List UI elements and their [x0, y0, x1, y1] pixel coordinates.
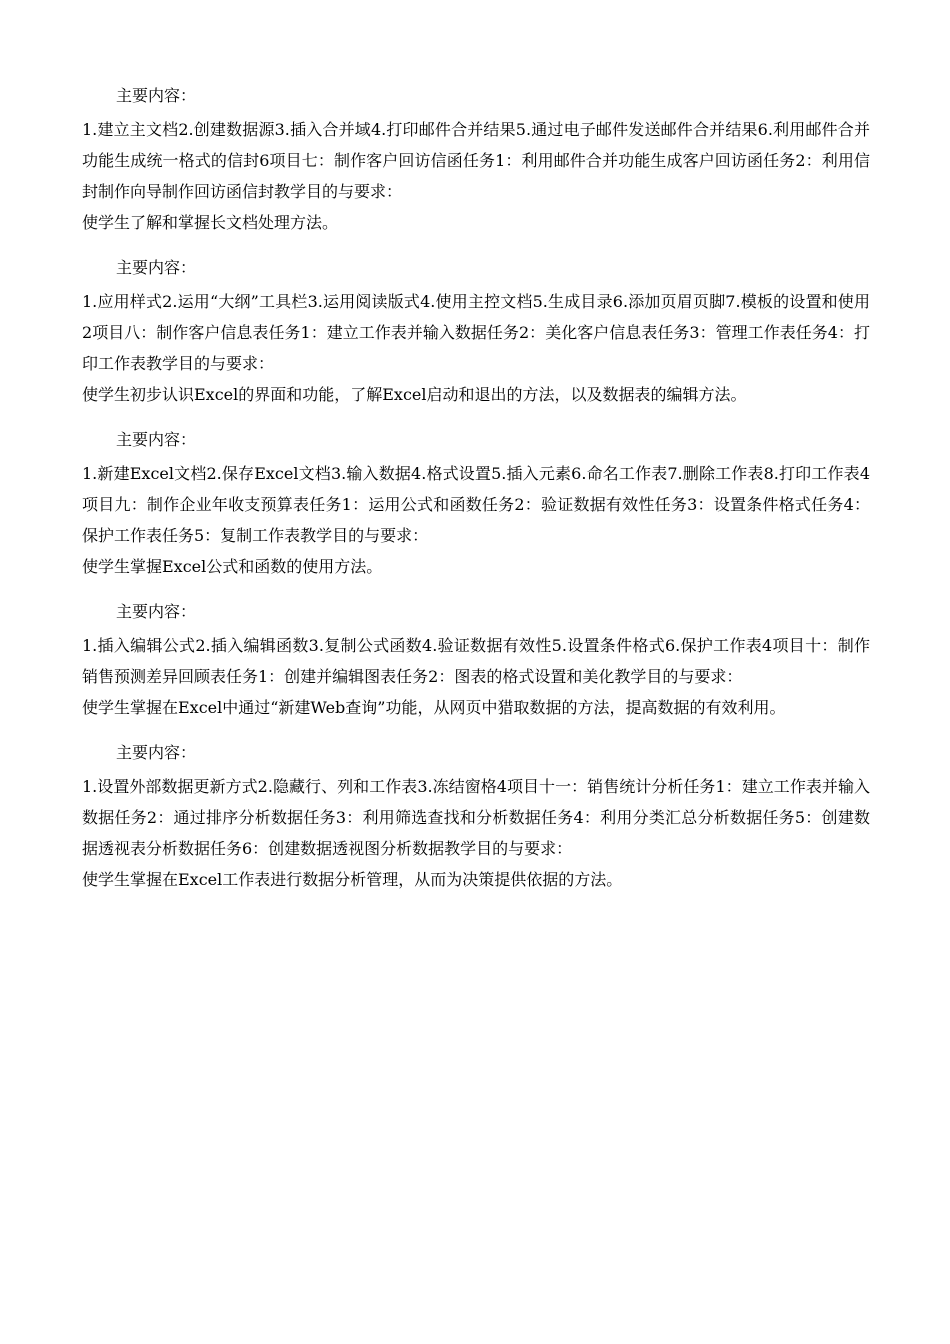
section-1 [82, 78, 870, 238]
section-heading: 主要内容： [116, 602, 197, 621]
section-content: 1.设置外部数据更新方式2.隐藏行、列和工作表3.冻结窗格4项目十一：销售统计分析任务1：建立工作表并输入数据任务2：通过排序分析数据任务3：利用筛选查找和分析数据任务4：利用分类汇总分析数据任务5：创建数据透视表分析数据任务6：创建数据透视图分析数据教学目的与要求： [82, 777, 870, 858]
section-content: 1.插入编辑公式2.插入编辑函数3.复制公式函数4.验证数据有效性5.设置条件格式6.保护工作表4项目十：制作销售预测差异回顾表任务1：创建并编辑图表任务2：图表的格式设置和美化教学目的与要求： [82, 636, 870, 686]
section-heading: 主要内容： [116, 430, 197, 449]
section-heading: 主要内容： [116, 86, 197, 105]
section-content: 1.建立主文档2.创建数据源3.插入合并域4.打印邮件合并结果5.通过电子邮件发送邮件合并结果6.利用邮件合并功能生成统一格式的信封6项目七：制作客户回访信函任务1：利用邮件合并功能生成客户回访函任务2：利用信封制作向导制作回访函信封教学目的与要求： [82, 120, 870, 201]
section-objective: 使学生掌握Excel公式和函数的使用方法。 [82, 557, 383, 576]
section-3 [82, 422, 870, 582]
section-heading: 主要内容： [116, 258, 197, 277]
section-objective: 使学生初步认识Excel的界面和功能，了解Excel启动和退出的方法，以及数据表的编辑方法。 [82, 385, 747, 404]
section-content: 1.应用样式2.运用“大纲”工具栏3.运用阅读版式4.使用主控文档5.生成目录6.添加页眉页脚7.模板的设置和使用2项目八：制作客户信息表任务1：建立工作表并输入数据任务2：美化客户信息表任务3：管理工作表任务4：打印工作表教学目的与要求： [82, 292, 870, 373]
section-heading: 主要内容： [116, 743, 197, 762]
section-4 [82, 594, 870, 723]
section-objective: 使学生了解和掌握长文档处理方法。 [82, 213, 339, 232]
section-content: 1.新建Excel文档2.保存Excel文档3.输入数据4.格式设置5.插入元素6.命名工作表7.删除工作表8.打印工作表4项目九：制作企业年收支预算表任务1：运用公式和函数任务2：验证数据有效性任务3：设置条件格式任务4：保护工作表任务5：复制工作表教学目的与要求： [82, 464, 870, 545]
section-2 [82, 250, 870, 410]
section-objective: 使学生掌握在Excel中通过“新建Web查询”功能，从网页中猎取数据的方法，提高数据的有效利用。 [82, 698, 786, 717]
section-5 [82, 735, 870, 895]
section-objective: 使学生掌握在Excel工作表进行数据分析管理，从而为决策提供依据的方法。 [82, 870, 623, 889]
